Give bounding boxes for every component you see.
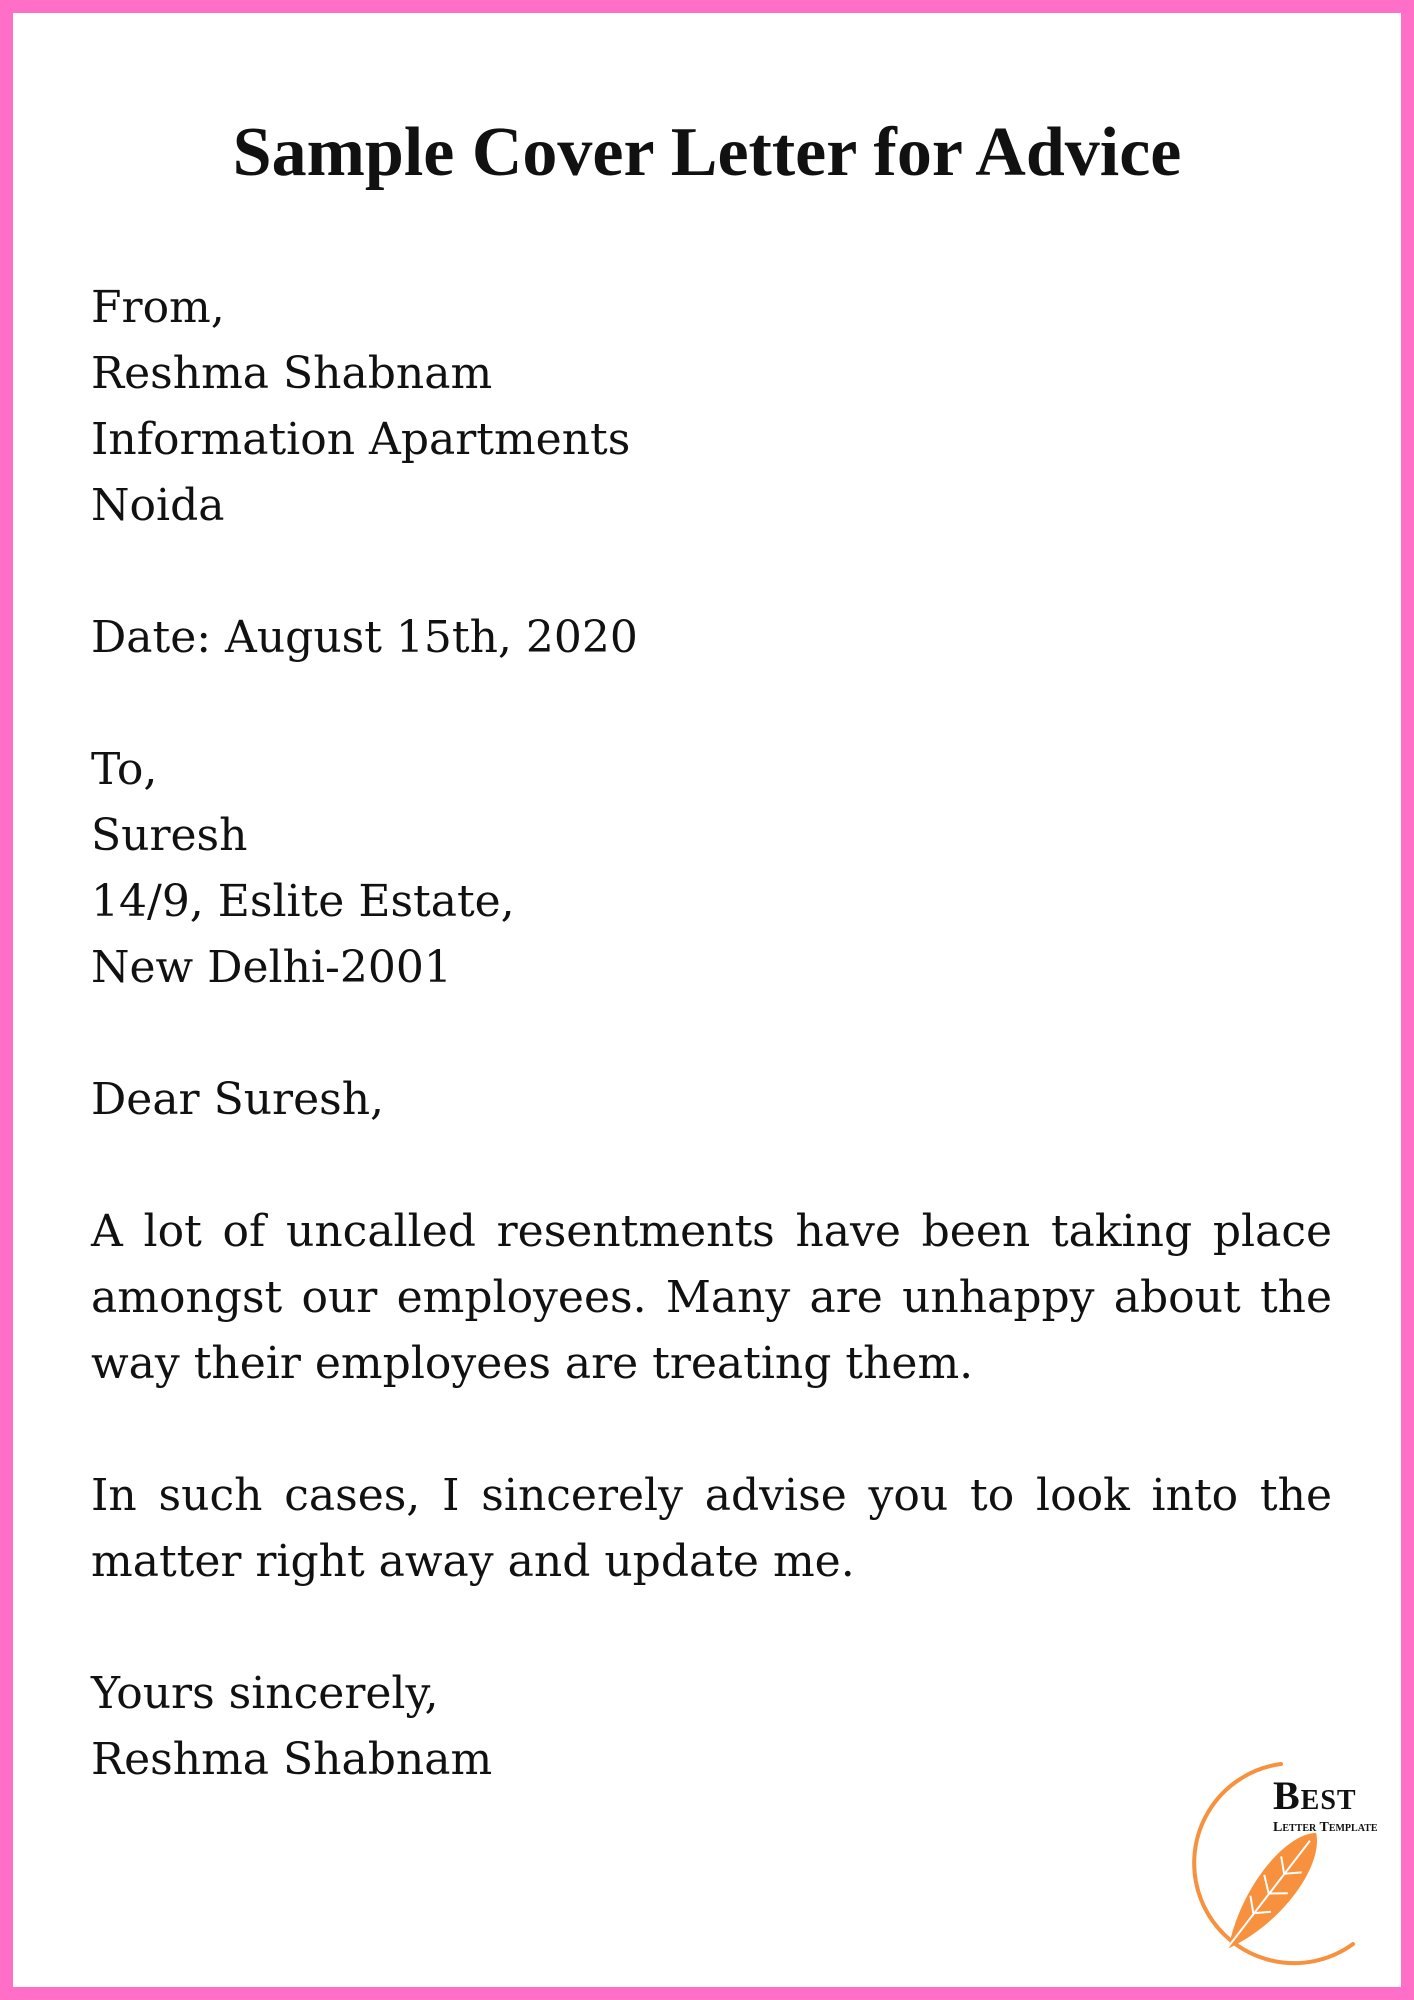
body-paragraph-2: In such cases, I sincerely advise you to look into the matter right away and update me. xyxy=(91,1470,1332,1587)
letter-body xyxy=(91,275,1332,1793)
sender-block xyxy=(91,275,1332,539)
recipient-name: Suresh xyxy=(91,810,248,861)
logo-word: Best xyxy=(1273,1773,1357,1818)
logo-subtitle: Letter Template xyxy=(1273,1820,1378,1835)
salutation: Dear Suresh, xyxy=(91,1074,385,1125)
page-title: Sample Cover Letter for Advice xyxy=(232,114,1182,191)
recipient-address: 14/9, Eslite Estate, xyxy=(91,876,515,927)
recipient-block xyxy=(91,737,1332,1001)
sender-city: Noida xyxy=(91,480,225,531)
letter-date: Date: August 15th, 2020 xyxy=(91,612,638,663)
recipient-city: New Delhi-2001 xyxy=(91,942,452,993)
sender-name: Reshma Shabnam xyxy=(91,348,493,399)
recipient-greeting: To, xyxy=(91,744,158,795)
signature: Reshma Shabnam xyxy=(91,1734,493,1785)
brand-logo xyxy=(1163,1758,1393,1978)
sender-address: Information Apartments xyxy=(91,414,631,465)
closing: Yours sincerely, xyxy=(91,1668,439,1719)
body-paragraph-1: A lot of uncalled resentments have been taking place amongst our employees. Many are unhappy about the way their employees are treating them. xyxy=(91,1206,1332,1389)
sender-greeting: From, xyxy=(91,282,225,333)
